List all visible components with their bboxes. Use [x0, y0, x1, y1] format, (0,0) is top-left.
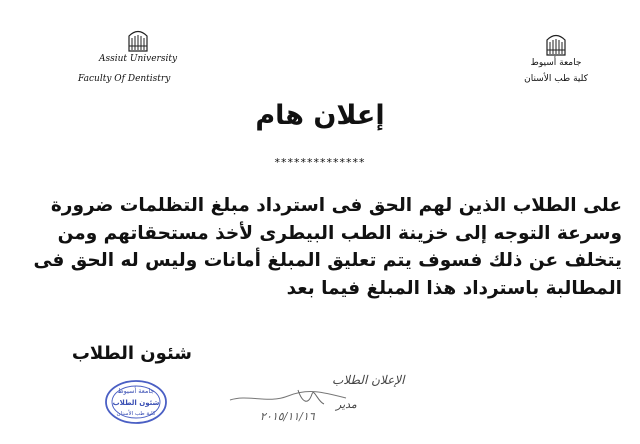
- title-divider: **************: [274, 156, 366, 169]
- issuing-department: شئون الطلاب: [71, 343, 192, 364]
- body-line: وسرعة التوجه إلى خزينة الطب البيطرى لأخذ مستحقاتهم ومن: [57, 222, 622, 244]
- university-logo-icon: [127, 26, 149, 52]
- signature-title: مدير: [336, 398, 357, 411]
- body-line: المطالبة باسترداد هذا المبلغ فيما بعد: [286, 277, 622, 299]
- university-name-en: Assiut University: [98, 54, 178, 64]
- signature-note: الإعلان الطلاب: [332, 373, 405, 387]
- body-line: يتخلف عن ذلك فسوف يتم تعليق المبلغ أمانات وليس له الحق فى: [33, 250, 622, 271]
- university-name-ar: جامعة أسيوط: [530, 58, 582, 68]
- signature-date: ٢٠١٥/١١/١٦: [260, 410, 315, 423]
- stamp-line-1: جامعة أسيوط: [117, 387, 155, 395]
- notice-body: [33, 192, 622, 302]
- body-line: على الطلاب الذين لهم الحق فى استرداد مبلغ التظلمات ضرورة: [50, 195, 622, 216]
- header-left: [78, 26, 198, 84]
- notice-title: إعلان هام: [255, 100, 385, 131]
- stamp-line-3: كلية طب الأسنان: [116, 411, 156, 417]
- faculty-name-en: Faculty Of Dentistry: [78, 74, 171, 84]
- stamp-line-2: شئون الطلاب: [112, 399, 160, 407]
- header-right: [506, 30, 606, 84]
- faculty-name-ar: كلية طب الأسنان: [524, 74, 588, 84]
- university-logo-icon: [545, 30, 567, 56]
- official-stamp: [104, 378, 168, 426]
